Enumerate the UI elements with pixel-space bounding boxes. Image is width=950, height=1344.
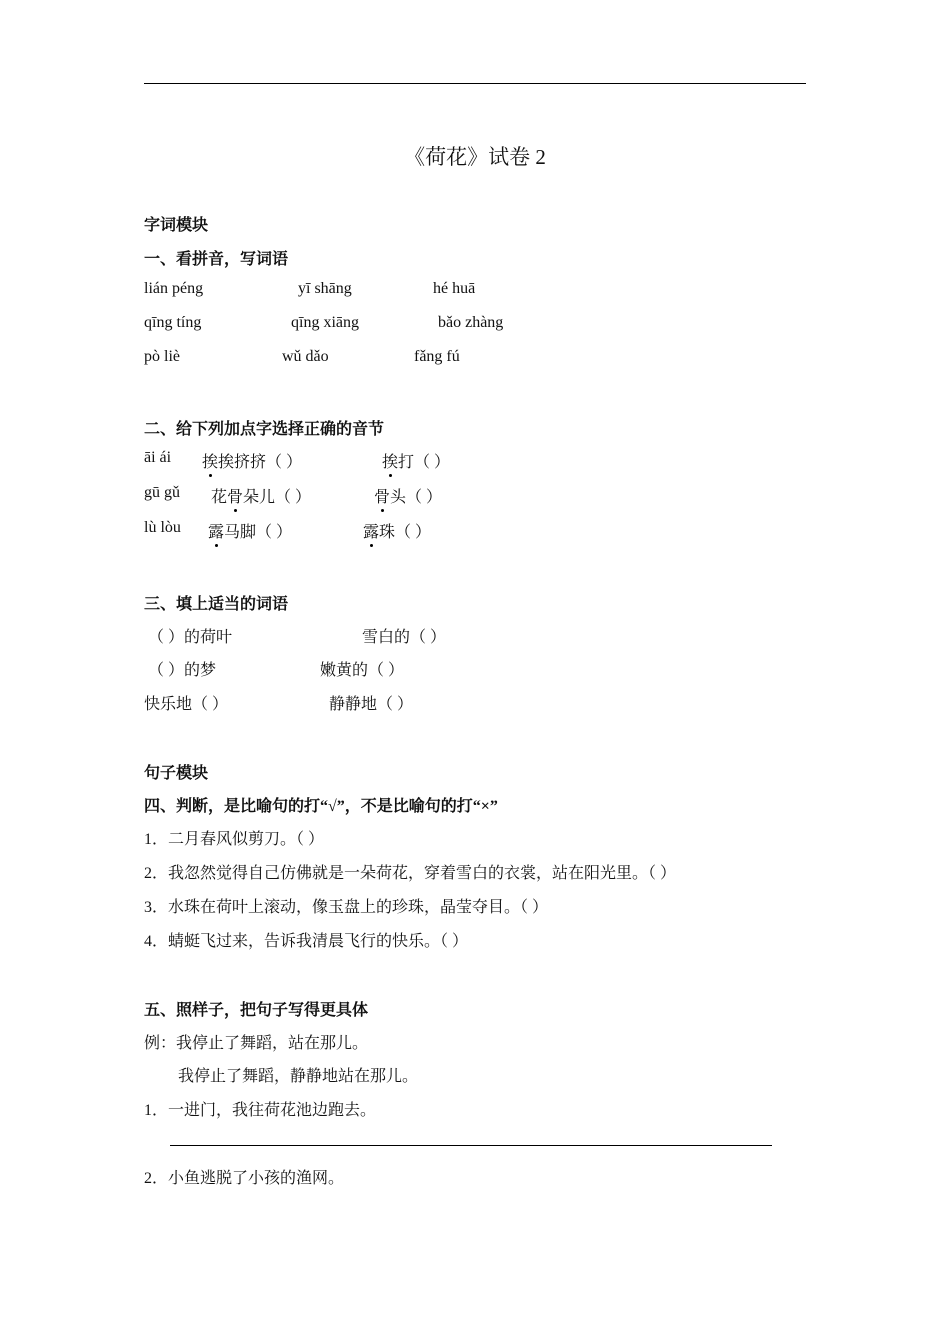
pinyin-item: lián péng <box>144 280 204 297</box>
module-heading-sentences: 句子模块 <box>144 765 209 782</box>
q2-heading: 二、给下列加点字选择正确的音节 <box>144 421 385 438</box>
rewrite-item: 2．小鱼逃脱了小孩的渔网。 <box>144 1170 345 1187</box>
q5-heading: 五、照样子，把句子写得更具体 <box>144 1002 369 1019</box>
dotted-word-item: 挨挨挤挤（ ） <box>202 449 302 472</box>
q4-heading: 四、判断，是比喻句的打“√”，不是比喻句的打“×” <box>144 798 498 815</box>
pinyin-item: hé huā <box>433 280 476 297</box>
dotted-word-item: 骨头（ ） <box>374 484 442 507</box>
q3-heading: 三、填上适当的词语 <box>144 596 289 613</box>
module-heading-words: 字词模块 <box>144 217 209 234</box>
example-expanded: 我停止了舞蹈，静静地站在那儿。 <box>178 1068 419 1085</box>
judge-item: 1．二月春风似剪刀。（ ） <box>144 831 325 848</box>
fill-blank-item: 快乐地（ ） <box>144 696 229 713</box>
dotted-char: 露 <box>208 519 224 542</box>
example-original: 例：我停止了舞蹈，站在那儿。 <box>144 1035 369 1052</box>
header-rule <box>144 83 806 84</box>
dotted-char: 挨 <box>202 449 218 472</box>
dotted-char: 露 <box>363 519 379 542</box>
rewrite-item: 1．一进门，我往荷花池边跑去。 <box>144 1102 377 1119</box>
fill-blank-item: （ ）的荷叶 <box>148 629 233 646</box>
fill-blank-item: 静静地（ ） <box>329 696 414 713</box>
pinyin-item: yī shāng <box>298 280 352 297</box>
q1-heading: 一、看拼音，写词语 <box>144 251 289 268</box>
dotted-char: 骨 <box>227 484 243 507</box>
dotted-word-item: 花骨朵儿（ ） <box>211 484 311 507</box>
syllable-choices: gū gǔ <box>144 484 180 501</box>
fill-blank-item: 嫩黄的（ ） <box>320 662 405 679</box>
pinyin-item: fǎng fú <box>414 348 460 365</box>
dotted-char: 骨 <box>374 484 390 507</box>
dotted-char: 挨 <box>382 449 398 472</box>
judge-item: 3．水珠在荷叶上滚动，像玉盘上的珍珠，晶莹夺目。（ ） <box>144 899 549 916</box>
dotted-word-item: 挨打（ ） <box>382 449 450 472</box>
answer-line <box>170 1145 772 1146</box>
judge-item: 4．蜻蜓飞过来，告诉我清晨飞行的快乐。（ ） <box>144 933 469 950</box>
page-title: 《荷花》试卷 2 <box>404 145 546 169</box>
pinyin-item: qīng tíng <box>144 314 202 331</box>
syllable-choices: āi ái <box>144 449 172 466</box>
dotted-word-item: 露珠（ ） <box>363 519 431 542</box>
pinyin-item: pò liè <box>144 348 180 365</box>
syllable-choices: lù lòu <box>144 519 181 536</box>
pinyin-item: bǎo zhàng <box>438 314 504 331</box>
pinyin-item: wǔ dǎo <box>282 348 329 365</box>
fill-blank-item: （ ）的梦 <box>148 662 217 679</box>
judge-item: 2．我忽然觉得自己仿佛就是一朵荷花，穿着雪白的衣裳，站在阳光里。（ ） <box>144 865 677 882</box>
pinyin-item: qīng xiāng <box>291 314 359 331</box>
fill-blank-item: 雪白的（ ） <box>362 629 447 646</box>
dotted-word-item: 露马脚（ ） <box>208 519 292 542</box>
